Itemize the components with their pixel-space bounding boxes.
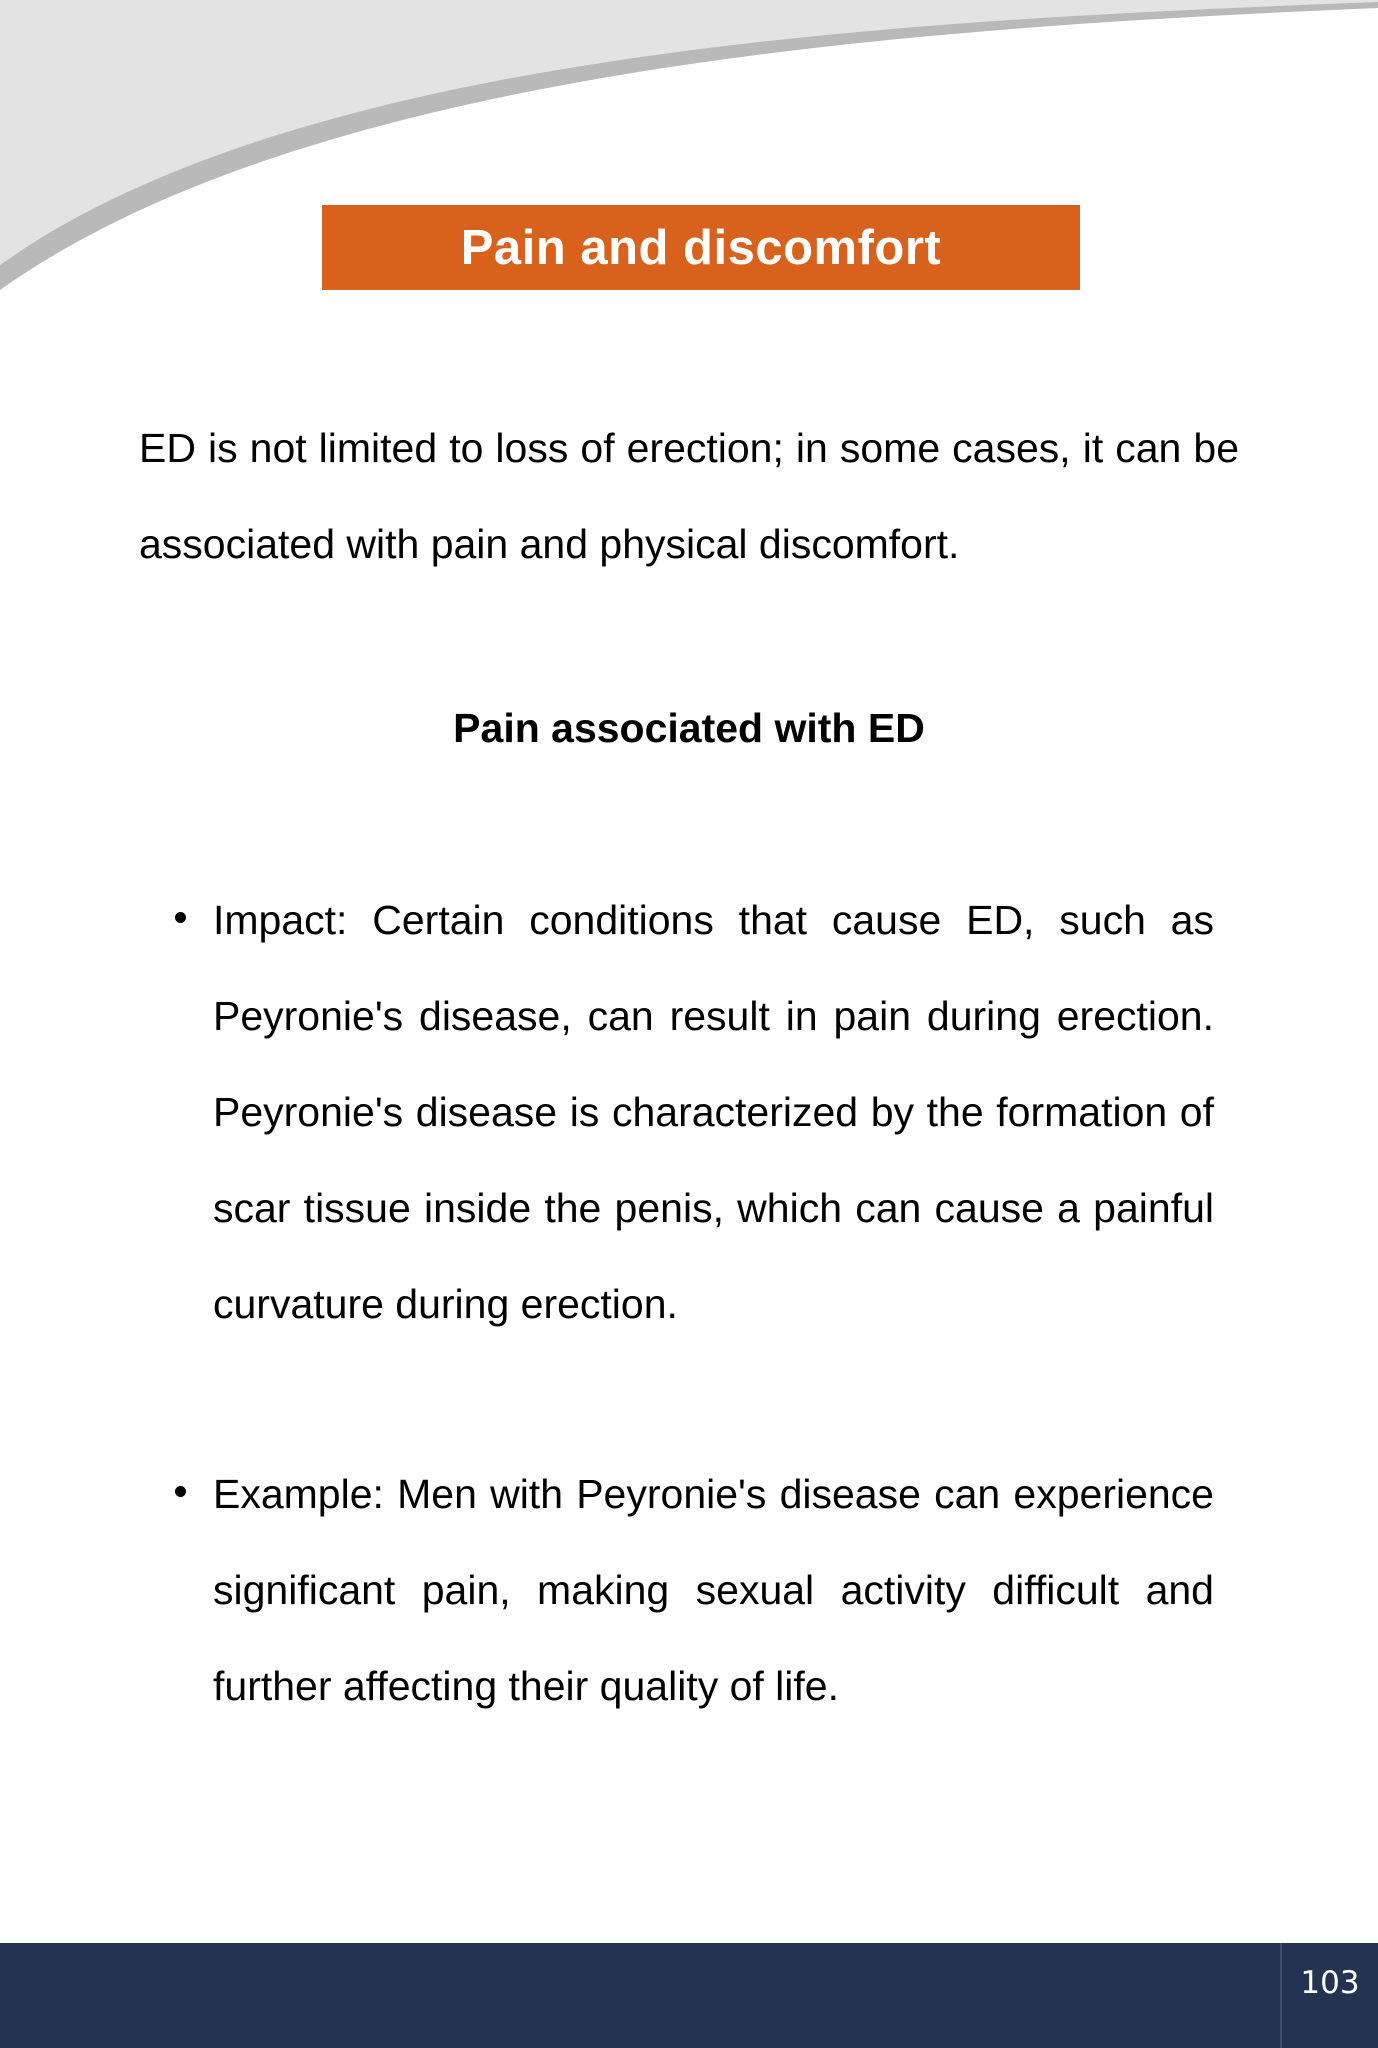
bullet-icon xyxy=(175,1486,186,1497)
page-number: 103 xyxy=(1300,1965,1360,2001)
intro-paragraph: ED is not limited to loss of erection; in some cases, it can be associated with pain and physical discomfort. xyxy=(139,425,1239,567)
page-number-box xyxy=(1280,1943,1378,2048)
footer-bar xyxy=(0,1943,1378,2048)
list-item-text: Impact: Certain conditions that cause ED, such as Peyronie's disease, can result in pain during erection. Peyronie's disease is characterized by the formation of scar tissue inside the penis, which can cause a painful curvature during erection. xyxy=(213,897,1214,1327)
page-title: Pain and discomfort xyxy=(460,220,942,275)
title-banner xyxy=(322,205,1080,290)
section-heading: Pain associated with ED xyxy=(453,705,925,751)
list-item-text: Example: Men with Peyronie's disease can experience significant pain, making sexual activity difficult and further affecting their quality of life. xyxy=(213,1471,1214,1709)
bullet-icon xyxy=(175,912,186,923)
